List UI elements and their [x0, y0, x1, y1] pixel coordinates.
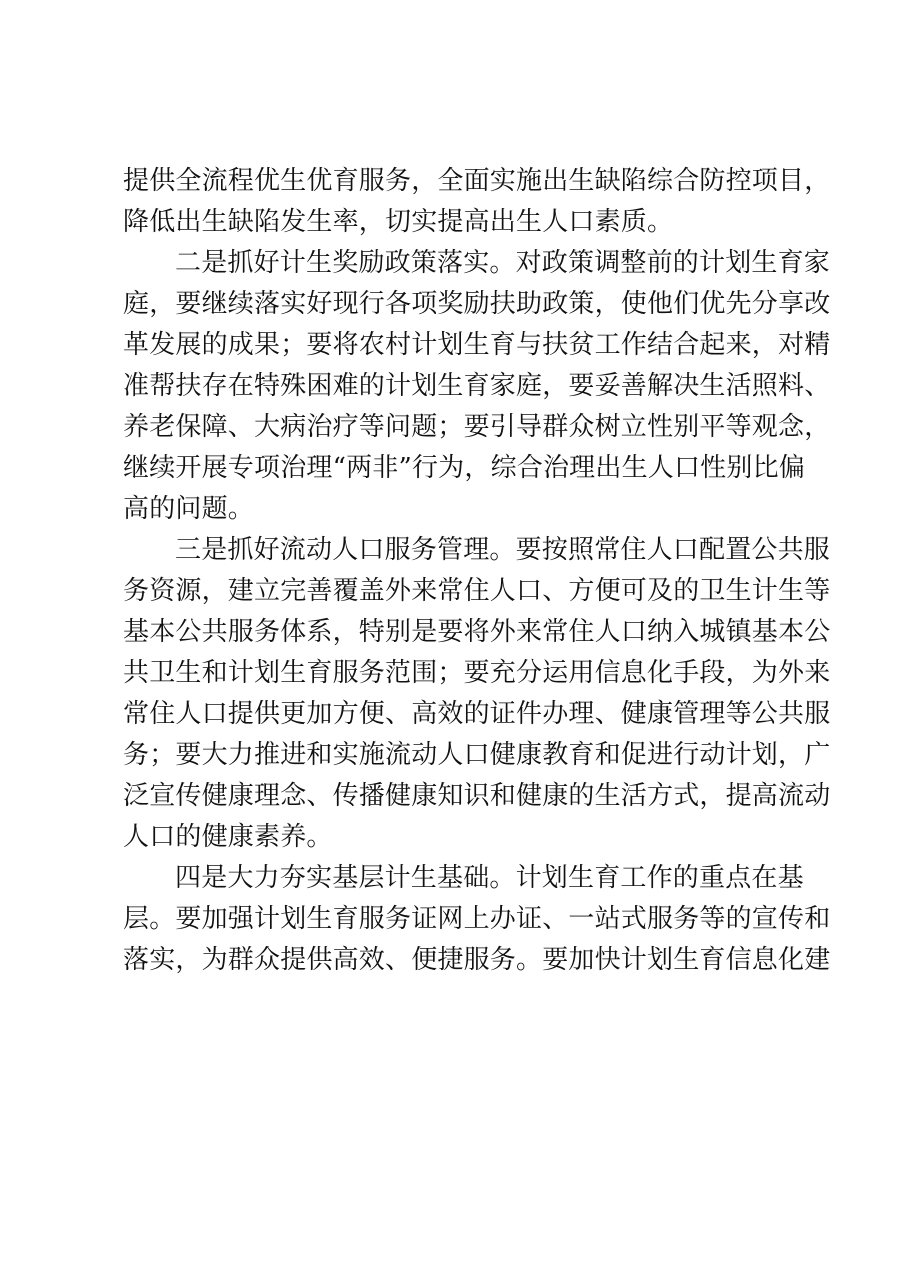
- document-body: [123, 161, 831, 981]
- paragraph-family-planning-rewards: [123, 243, 831, 530]
- text-line: 常住人口提供更加方便、高效的证件办理、健康管理等公共服: [123, 699, 831, 729]
- text-line: 高的问题。: [123, 494, 255, 524]
- text-line: 共卫生和计划生育服务范围；要充分运用信息化手段，为外来: [123, 658, 831, 688]
- text-line: 继续开展专项治理“两非”行为，综合治理出生人口性别比偏: [123, 453, 805, 483]
- text-line: 落实，为群众提供高效、便捷服务。要加快计划生育信息化建: [123, 945, 831, 975]
- paragraph-continuation: [123, 161, 831, 243]
- text-line: 基本公共服务体系，特别是要将外来常住人口纳入城镇基本公: [123, 617, 831, 647]
- text-line: 养老保障、大病治疗等问题；要引导群众树立性别平等观念，: [123, 412, 831, 442]
- text-line: 层。要加强计划生育服务证网上办证、一站式服务等的宣传和: [123, 904, 831, 934]
- text-line: 务；要大力推进和实施流动人口健康教育和促进行动计划，广: [123, 740, 831, 770]
- text-line: 准帮扶存在特殊困难的计划生育家庭，要妥善解决生活照料、: [123, 371, 831, 401]
- text-line: 庭，要继续落实好现行各项奖励扶助政策，使他们优先分享改: [123, 289, 831, 319]
- paragraph-floating-population: [123, 530, 831, 858]
- text-line: 革发展的成果；要将农村计划生育与扶贫工作结合起来，对精: [123, 330, 831, 360]
- text-line: 四是大力夯实基层计生基础。计划生育工作的重点在基: [175, 863, 804, 893]
- text-line: 提供全流程优生优育服务，全面实施出生缺陷综合防控项目，: [123, 166, 831, 196]
- text-line: 降低出生缺陷发生率，切实提高出生人口素质。: [123, 207, 674, 237]
- paragraph-grassroots-foundation: [123, 858, 831, 981]
- text-line: 人口的健康素养。: [123, 822, 333, 852]
- text-line: 泛宣传健康理念、传播健康知识和健康的生活方式，提高流动: [123, 781, 831, 811]
- text-line: 三是抓好流动人口服务管理。要按照常住人口配置公共服: [175, 535, 831, 565]
- text-line: 二是抓好计生奖励政策落实。对政策调整前的计划生育家: [175, 248, 831, 278]
- text-line: 务资源，建立完善覆盖外来常住人口、方便可及的卫生计生等: [123, 576, 831, 606]
